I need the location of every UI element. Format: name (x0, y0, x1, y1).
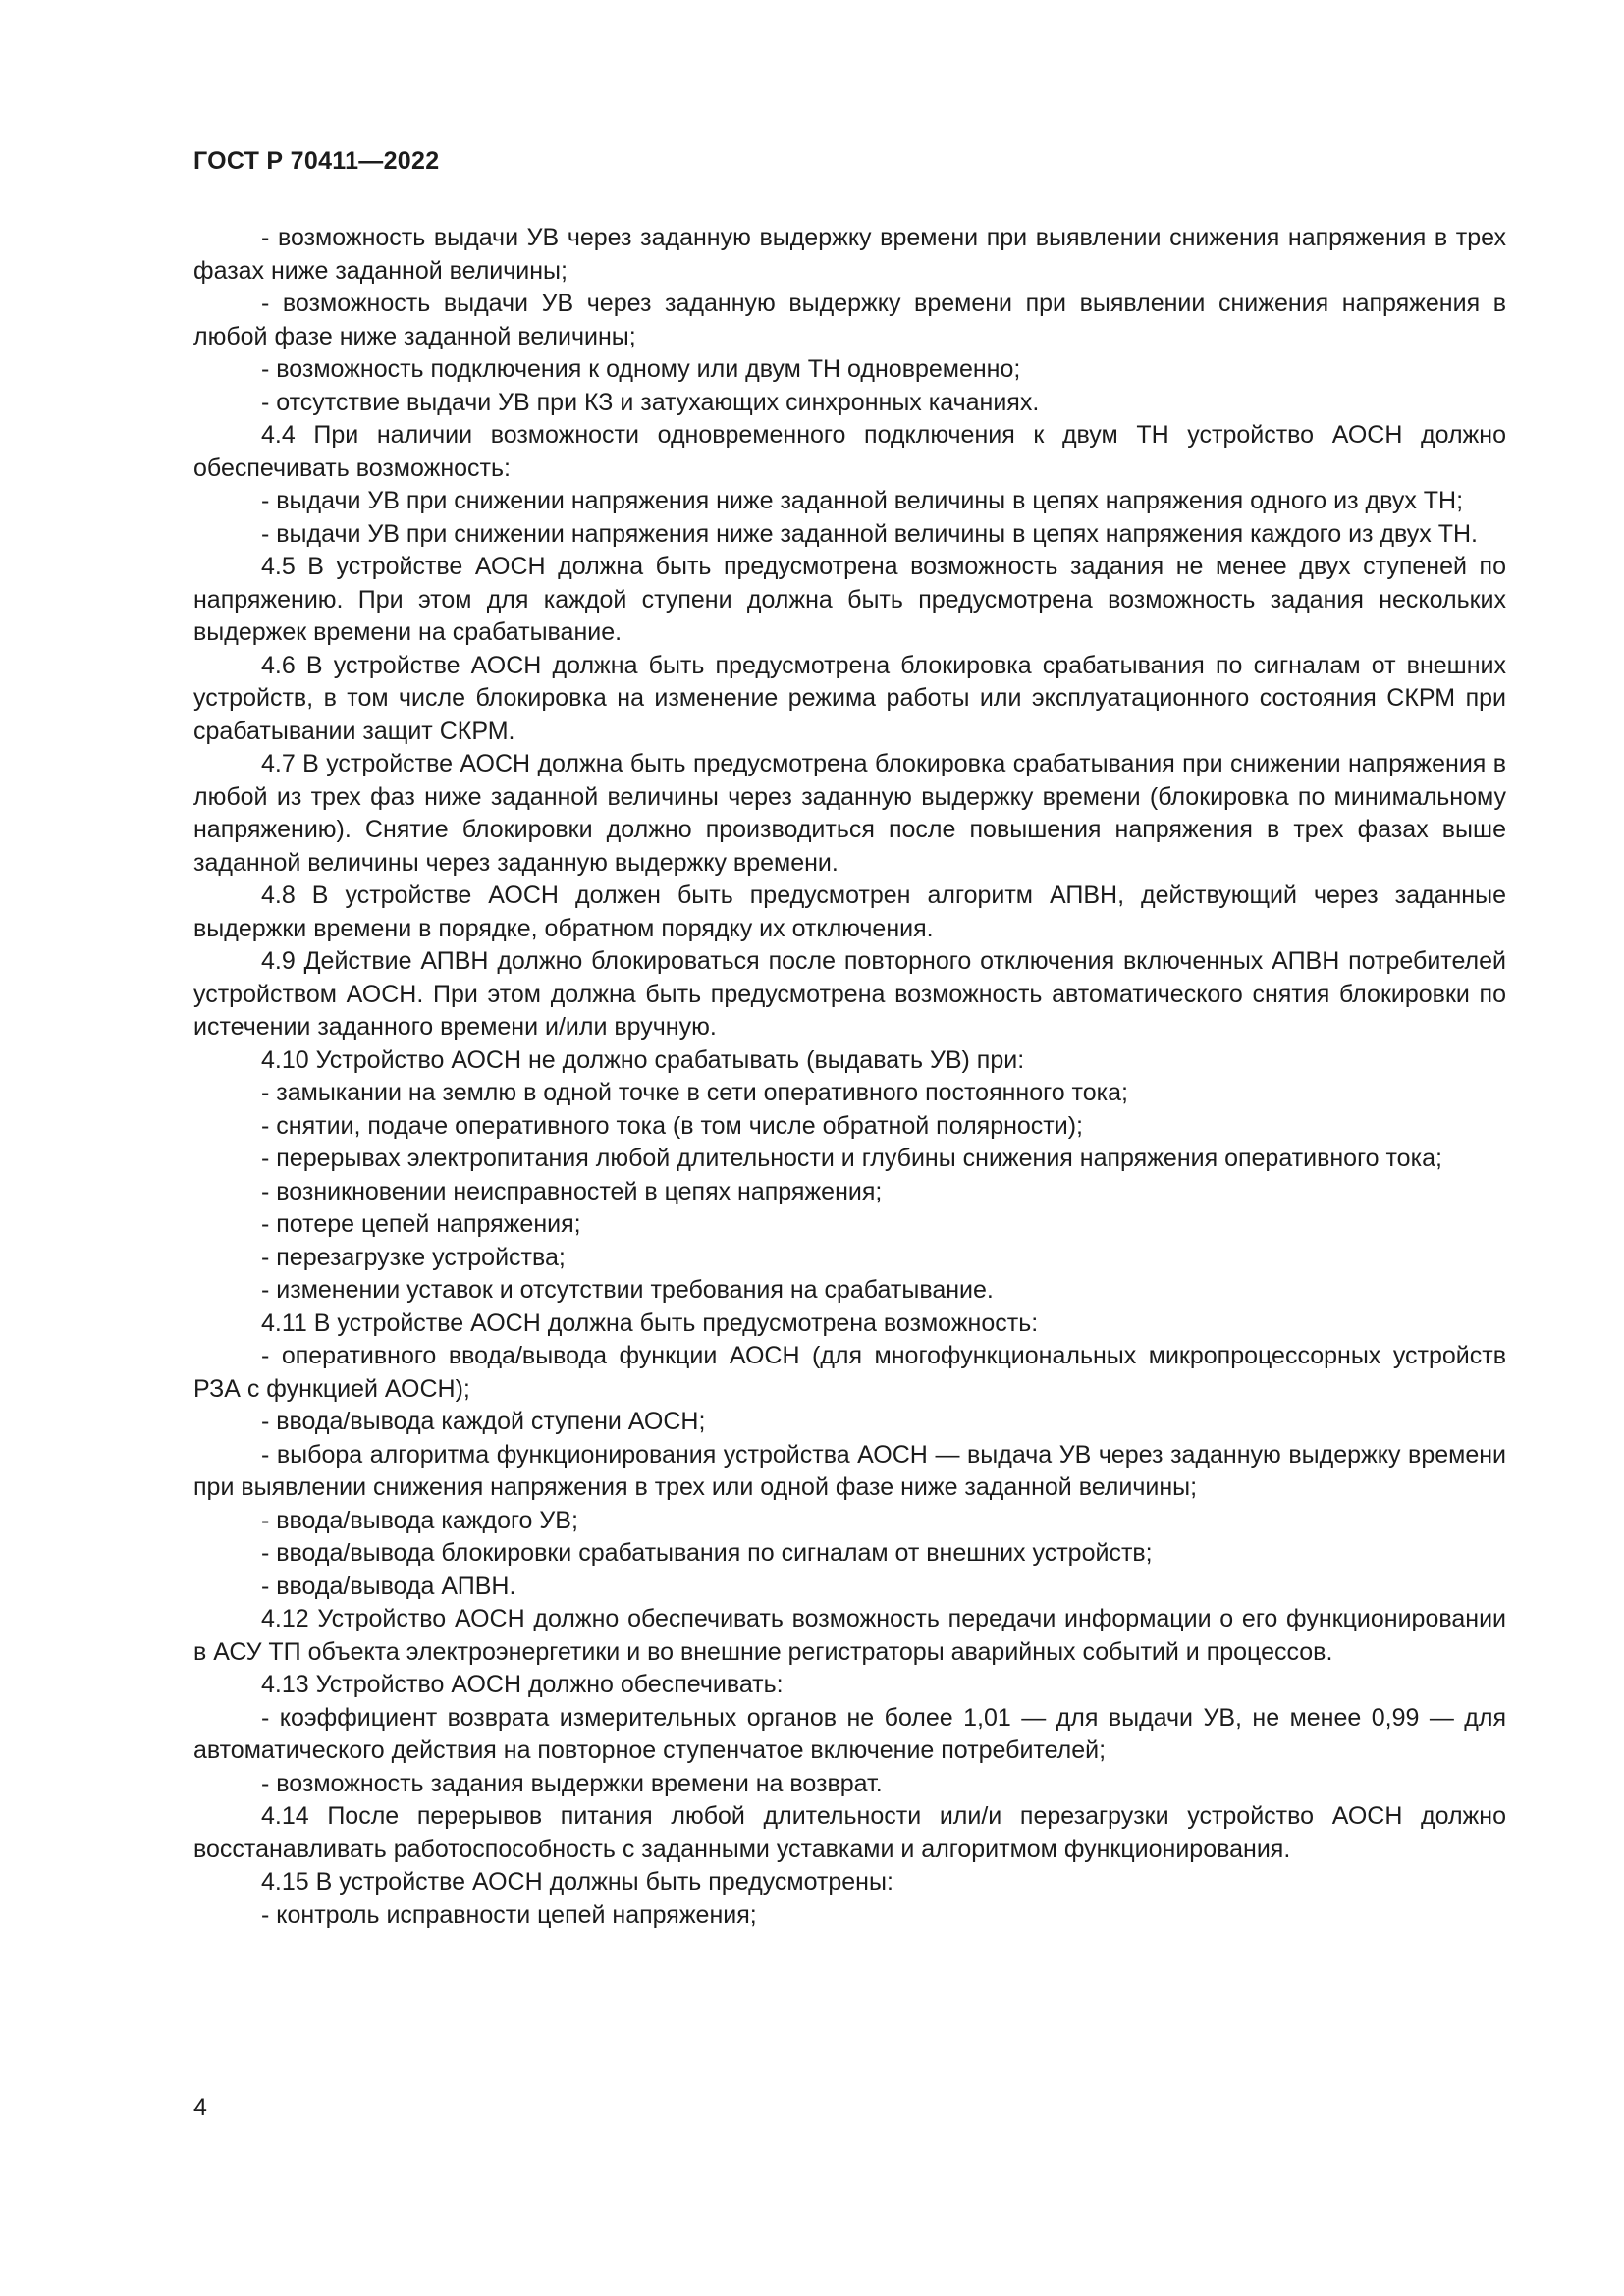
paragraph: - снятии, подаче оперативного тока (в том числе обратной полярности); (261, 1111, 1083, 1140)
paragraph: - возникновении неисправностей в цепях напряжения; (261, 1177, 883, 1205)
clause-4-13: 4.13 Устройство АОСН должно обеспечивать: (261, 1671, 784, 1698)
paragraph: - возможность задания выдержки времени на возврат. (261, 1769, 883, 1797)
clause-4-11: 4.11 В устройстве АОСН должна быть предусмотрена возможность: (261, 1308, 1039, 1337)
paragraph: - коэффициент возврата измерительных органов не более 1,01 — для выдачи УВ, не менее 0,99 — для автоматического действия на повторное ступенчатое включение потребителей; (193, 1703, 1506, 1764)
paragraph: - оперативного ввода/вывода функции АОСН (для многофункциональных микропроцессорных устройств РЗА с функцией АОСН); (193, 1342, 1506, 1403)
paragraph: - выдачи УВ при снижении напряжения ниже заданной величины в цепях напряжения каждого из двух ТН. (261, 519, 1479, 548)
clause-4-7: 4.7 В устройстве АОСН должна быть предусмотрена блокировка срабатывания при снижении напряжения в любой из трех фаз ниже заданной величины через заданную выдержку времени (блокировка по минимальному напряжению). Снятие блокировки должно производиться после повышения напряжения в трех фазах выше заданной величины через заданную выдержку времени. (193, 750, 1506, 877)
clause-4-9: 4.9 Действие АПВН должно блокироваться после повторного отключения включенных АПВН потребителей устройством АОСН. При этом должна быть предусмотрена возможность автоматического снятия блокировки по истечении заданного времени и/или вручную. (193, 947, 1506, 1041)
paragraph: - перерывах электропитания любой длительности и глубины снижения напряжения оперативного тока; (261, 1145, 1442, 1172)
clause-4-10: 4.10 Устройство АОСН не должно срабатывать (выдавать УВ) при: (261, 1045, 1025, 1074)
page-number: 4 (193, 2094, 207, 2121)
paragraph: - контроль исправности цепей напряжения; (261, 1900, 757, 1929)
paragraph: - ввода/вывода АПВН. (261, 1572, 516, 1600)
paragraph: - ввода/вывода каждого УВ; (261, 1506, 578, 1534)
clause-4-14: 4.14 После перерывов питания любой длительности или/и перезагрузки устройство АОСН должно восстанавливать работоспособность с заданными уставками и алгоритмом функционирования. (193, 1802, 1506, 1863)
clause-4-8: 4.8 В устройстве АОСН должен быть предусмотрен алгоритм АПВН, действующий через заданные выдержки времени в порядке, обратном порядку их отключения. (193, 881, 1506, 942)
paragraph: - возможность подключения к одному или двум ТН одновременно; (261, 355, 1021, 383)
paragraph: - ввода/вывода каждой ступени АОСН; (261, 1408, 706, 1435)
paragraph: - возможность выдачи УВ через заданную выдержку времени при выявлении снижения напряжения в трех фазах ниже заданной величины; (193, 224, 1506, 285)
page-header: ГОСТ Р 70411—2022 (193, 147, 440, 175)
clause-4-15: 4.15 В устройстве АОСН должны быть предусмотрены: (261, 1868, 893, 1896)
paragraph: - изменении уставок и отсутствии требования на срабатывание. (261, 1276, 994, 1304)
paragraph: - выбора алгоритма функционирования устройства АОСН — выдача УВ через заданную выдержку времени при выявлении снижения напряжения в трех или одной фазе ниже заданной величины; (193, 1440, 1506, 1501)
paragraph: - перезагрузке устройства; (261, 1243, 566, 1271)
clause-4-5: 4.5 В устройстве АОСН должна быть предусмотрена возможность задания не менее двух ступеней по напряжению. При этом для каждой ступени должна быть предусмотрена возможность задания нескольких выдержек времени на срабатывание. (193, 553, 1506, 646)
paragraph: - ввода/вывода блокировки срабатывания по сигналам от внешних устройств; (261, 1539, 1153, 1567)
document-body (193, 222, 1506, 1932)
clause-4-12: 4.12 Устройство АОСН должно обеспечивать возможность передачи информации о его функционировании в АСУ ТП объекта электроэнергетики и во внешние регистраторы аварийных событий и процессов. (193, 1605, 1506, 1666)
paragraph: - замыкании на землю в одной точке в сети оперативного постоянного тока; (261, 1079, 1128, 1106)
clause-4-6: 4.6 В устройстве АОСН должна быть предусмотрена блокировка срабатывания по сигналам от внешних устройств, в том числе блокировка на изменение режима работы или эксплуатационного состояния СКРМ при срабатывании защит СКРМ. (193, 651, 1506, 745)
paragraph: - потере цепей напряжения; (261, 1210, 581, 1238)
paragraph: - отсутствие выдачи УВ при КЗ и затухающих синхронных качаниях. (261, 388, 1040, 416)
paragraph: - выдачи УВ при снижении напряжения ниже заданной величины в цепях напряжения одного из двух ТН; (261, 487, 1464, 514)
paragraph: - возможность выдачи УВ через заданную выдержку времени при выявлении снижения напряжения в любой фазе ниже заданной величины; (193, 290, 1506, 350)
clause-4-4: 4.4 При наличии возможности одновременного подключения к двум ТН устройство АОСН должно обеспечивать возможность: (193, 421, 1506, 482)
